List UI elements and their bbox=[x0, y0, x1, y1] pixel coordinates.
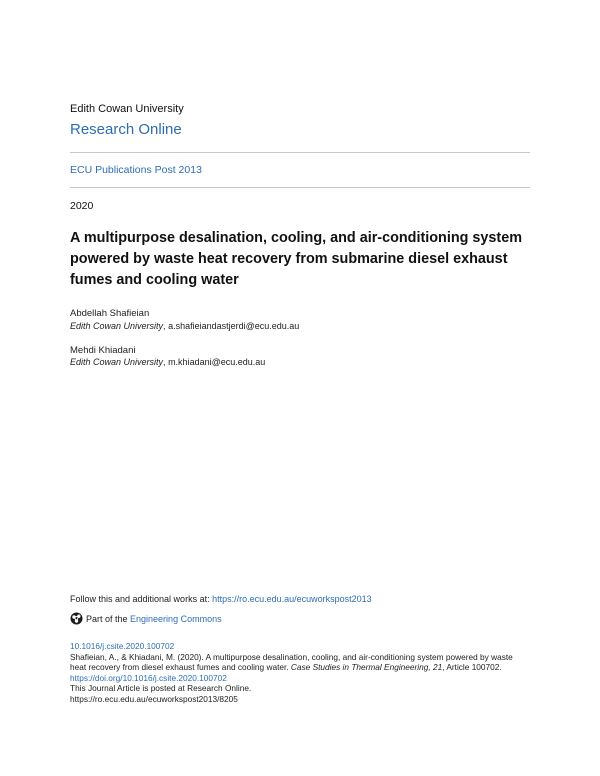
doi-link[interactable]: 10.1016/j.csite.2020.100702 bbox=[70, 641, 175, 651]
follow-url-link[interactable]: https://ro.ecu.edu.au/ecuworkspost2013 bbox=[212, 594, 372, 604]
author-affiliation: Edith Cowan University, a.shafieiandastjerdi@ecu.edu.au bbox=[70, 321, 300, 331]
collection-link[interactable]: ECU Publications Post 2013 bbox=[70, 164, 202, 176]
author-email[interactable]: m.khiadani@ecu.edu.au bbox=[168, 357, 266, 367]
author-affiliation: Edith Cowan University, m.khiadani@ecu.edu.au bbox=[70, 357, 266, 367]
citation-text: Shafieian, A., & Khiadani, M. (2020). A multipurpose desalination, cooling, and air-conditioning system powered by waste heat recovery from diesel exhaust fumes and cooling water. bbox=[70, 651, 513, 673]
citation-block bbox=[70, 641, 530, 705]
handle-url: https://ro.ecu.edu.au/ecuworkspost2013/8205 bbox=[70, 693, 238, 704]
author-name: Abdellah Shafieian bbox=[70, 308, 150, 319]
follow-text: Follow this and additional works at: bbox=[70, 594, 213, 604]
repository-link[interactable]: Research Online bbox=[70, 121, 182, 138]
author-institution: Edith Cowan University bbox=[70, 357, 164, 367]
citation-article: , Article 100702. bbox=[442, 662, 502, 673]
collection-divider bbox=[70, 187, 530, 188]
part-of-line bbox=[70, 612, 222, 625]
author-name: Mehdi Khiadani bbox=[70, 345, 136, 356]
follow-line bbox=[70, 594, 372, 604]
engineering-commons-link[interactable]: Engineering Commons bbox=[130, 613, 222, 624]
part-of-text: Part of the bbox=[86, 613, 131, 624]
author-institution: Edith Cowan University bbox=[70, 321, 164, 331]
citation-journal: Case Studies in Thermal Engineering, 21 bbox=[290, 662, 443, 673]
network-commons-icon bbox=[70, 612, 83, 625]
article-title: A multipurpose desalination, cooling, and air-conditioning system powered by waste heat recovery from submarine diesel exhaust fumes and cooling water bbox=[70, 230, 523, 288]
citation-doi-link[interactable]: https://doi.org/10.1016/j.csite.2020.100702 bbox=[70, 672, 227, 683]
publication-year: 2020 bbox=[70, 200, 94, 212]
author-email[interactable]: a.shafieiandastjerdi@ecu.edu.au bbox=[168, 321, 300, 331]
university-name: Edith Cowan University bbox=[70, 103, 184, 115]
header-divider bbox=[70, 152, 530, 153]
posted-text: This Journal Article is posted at Research Online. bbox=[70, 683, 252, 694]
